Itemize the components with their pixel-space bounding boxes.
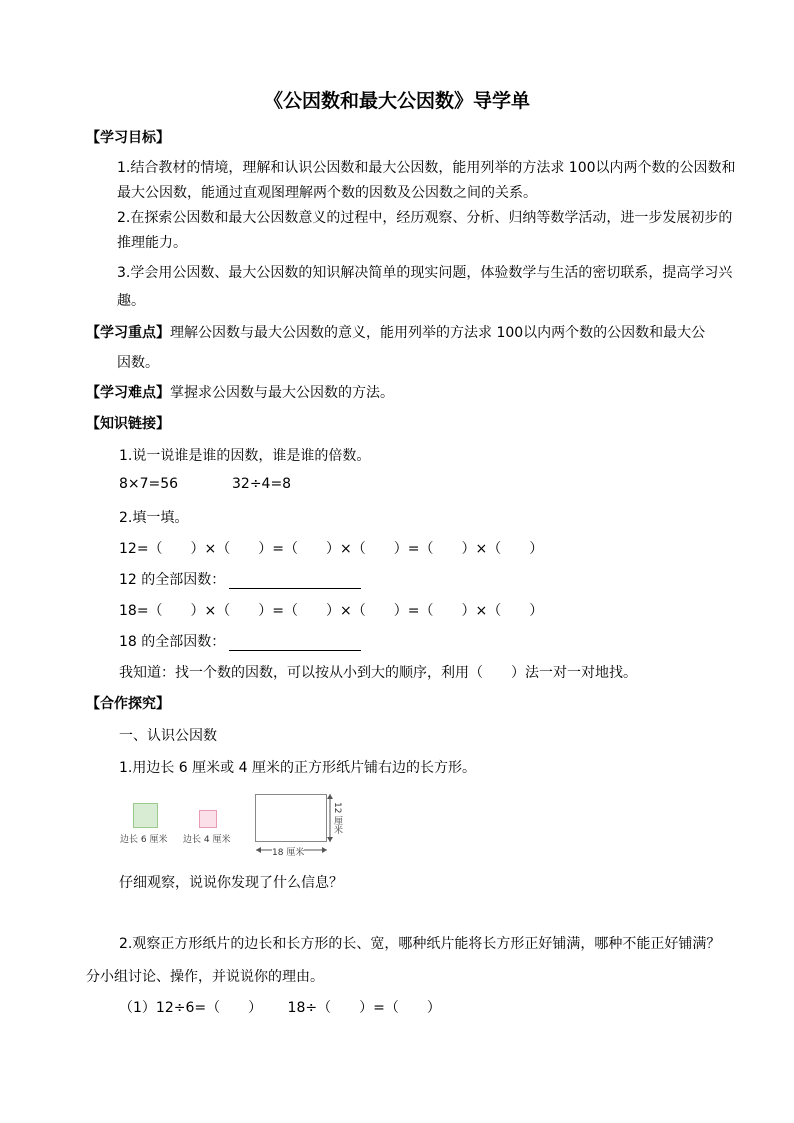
rectangle-height-label: 12 厘米 <box>332 802 342 835</box>
cooperation-q1: 1.用边长 6 厘米或 4 厘米的正方形纸片铺右边的长方形。 <box>119 760 476 776</box>
square-6cm-label: 边长 6 厘米 <box>120 835 168 845</box>
knowledge-heading: 【知识链接】 <box>86 416 170 432</box>
knowledge-q2: 2.填一填。 <box>119 510 189 526</box>
factors-18-label: 18 的全部因数： <box>119 634 226 650</box>
knowledge-eq1: 8×7=56 <box>119 476 179 492</box>
rectangle-width-label: 18 厘米 <box>272 845 304 858</box>
knowledge-q1: 1.说一说谁是谁的因数，谁是谁的倍数。 <box>119 448 371 464</box>
factors-12 <box>119 569 361 589</box>
difficulty <box>86 382 394 402</box>
cooperation-q2-line1: 2.观察正方形纸片的边长和长方形的长、宽，哪种纸片能将长方形正好铺满，哪种不能正好铺满？ <box>119 936 721 952</box>
knowledge-know: 我知道：找一个数的因数，可以按从小到大的顺序，利用（ ）法一对一对地找。 <box>119 665 637 681</box>
square-6cm <box>133 803 158 828</box>
objective-line-6: 趣。 <box>117 293 145 309</box>
key-point-text-cont: 因数。 <box>117 355 159 371</box>
cooperation-observe: 仔细观察，说说你发现了什么信息？ <box>119 875 343 891</box>
cooperation-heading: 【合作探究】 <box>86 696 170 712</box>
knowledge-eq2: 32÷4=8 <box>232 476 292 492</box>
factor-row-18: 18=（ ）×（ ）=（ ）×（ ）=（ ）×（ ） <box>119 603 544 619</box>
objective-line-4: 推理能力。 <box>117 235 187 251</box>
objectives-heading: 【学习目标】 <box>86 130 170 146</box>
objective-line-1: 1.结合教材的情境，理解和认识公因数和最大公因数，能用列举的方法求 100以内两个数的公因数和 <box>117 160 736 176</box>
factors-12-label: 12 的全部因数： <box>119 572 226 588</box>
key-point-heading: 【学习重点】 <box>86 325 170 341</box>
answer-blank[interactable] <box>229 636 361 651</box>
objective-line-2: 最大公因数，能通过直观图理解两个数的因数及公因数之间的关系。 <box>117 185 537 201</box>
page-title: 《公因数和最大公因数》导学单 <box>263 90 530 112</box>
square-4cm-label: 边长 4 厘米 <box>183 835 231 845</box>
difficulty-heading: 【学习难点】 <box>86 385 170 401</box>
square-4cm <box>199 810 217 828</box>
objective-line-5: 3.学会用公因数、最大公因数的知识解决简单的现实问题，体验数学与生活的密切联系，提高学习兴 <box>117 265 733 281</box>
cooperation-sub1: 一、认识公因数 <box>119 728 217 744</box>
factors-18 <box>119 631 361 651</box>
factor-row-12: 12=（ ）×（ ）=（ ）×（ ）=（ ）×（ ） <box>119 541 544 557</box>
key-point-text: 理解公因数与最大公因数的意义，能用列举的方法求 100以内两个数的公因数和最大公 <box>170 325 706 341</box>
objective-line-3: 2.在探索公因数和最大公因数意义的过程中，经历观察、分析、归纳等数学活动，进一步发展初步的 <box>117 210 733 226</box>
cooperation-q2-line2: 分小组讨论、操作，并说说你的理由。 <box>86 969 324 985</box>
difficulty-text: 掌握求公因数与最大公因数的方法。 <box>170 385 394 401</box>
cooperation-calc: （1）12÷6=（ ） 18÷（ ）=（ ） <box>119 1000 441 1016</box>
key-point <box>86 322 705 342</box>
answer-blank[interactable] <box>229 574 361 589</box>
